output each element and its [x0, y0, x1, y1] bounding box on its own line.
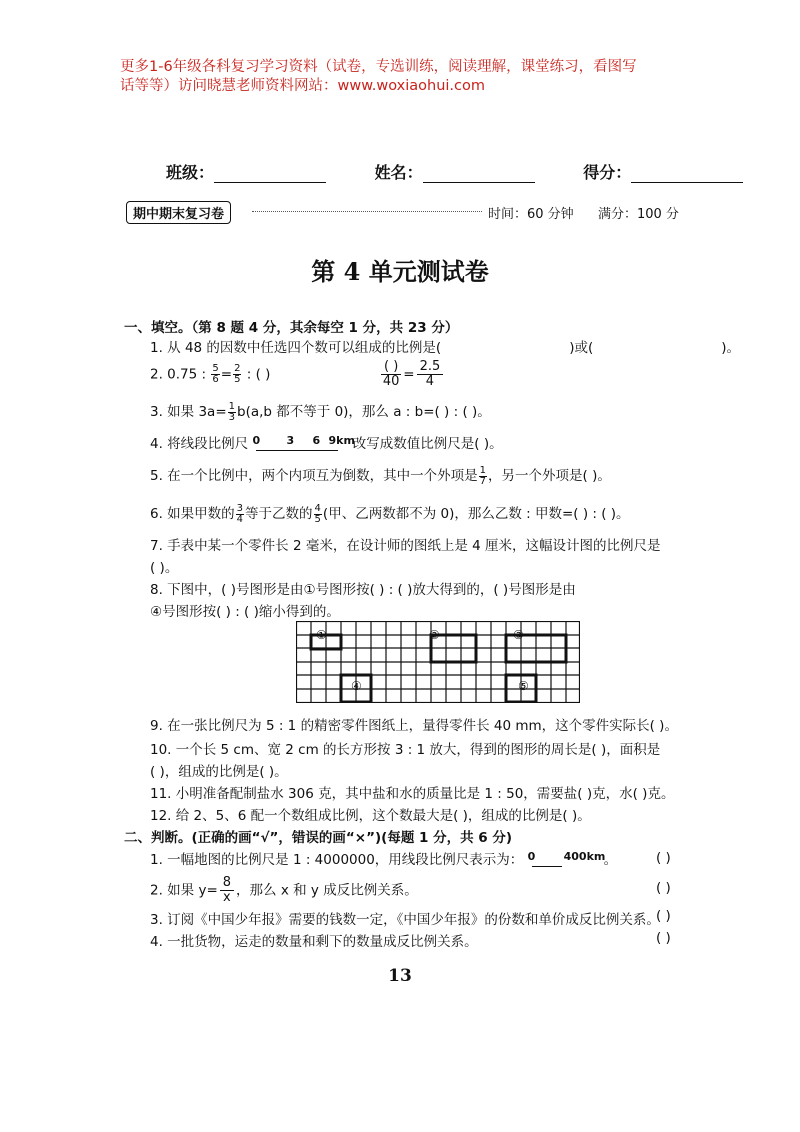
question-1-12: 12. 给 2、5、6 配一个数组成比例，这个数最大是( )，组成的比例是( )。 — [150, 808, 591, 824]
header-row — [166, 160, 743, 183]
dotted-divider — [252, 211, 482, 212]
section1-heading: 一、填空。（第 8 题 4 分，其余每空 1 分，共 23 分） — [124, 320, 459, 336]
fraction: $\frac{4}{5}$ — [314, 502, 321, 525]
fraction: $\frac{1}{7}$ — [479, 464, 487, 487]
class-field[interactable] — [214, 182, 326, 183]
figure-label-5: ⑤ — [518, 679, 529, 693]
fraction: $\frac{3}{4}$ — [236, 502, 244, 525]
question-1-1: 1. 从 48 的因数中任选四个数可以组成的比例是( )或( )。 — [150, 340, 741, 356]
question-2-1: 1. 一幅地图的比例尺是 1 : 4000000，用线段比例尺表示为： 0 400km 。 — [150, 850, 618, 868]
figure-label-2: ② — [429, 628, 440, 642]
question-1-2: 2. 0.75 : $\frac{5}{6}$ = $\frac{2}{5}$ : ( ) ( ) 40 = $\frac{2.5}{4}$ — [150, 360, 445, 389]
question-1-10-cont: ( )，组成的比例是( )。 — [150, 764, 288, 780]
answer-paren-4[interactable]: ( ) — [656, 930, 671, 946]
figure-label-1: ① — [316, 628, 327, 642]
full-score: 满分：100 分 — [597, 207, 679, 222]
question-1-9: 9. 在一张比例尺为 5 : 1 的精密零件图纸上，量得零件长 40 mm，这个零件实际长( )。 — [150, 718, 678, 734]
promo-line-1: 更多1-6年级各科复习学习资料（试卷，专选训练，阅读理解，课堂练习，看图写 — [120, 59, 637, 75]
fraction: $\frac{2}{5}$ — [234, 363, 241, 385]
score-field[interactable] — [631, 182, 743, 183]
exam-type-tag: 期中期末复习卷 — [126, 201, 231, 224]
fraction: $\frac{5}{6}$ — [212, 363, 219, 385]
fraction: $\frac{1}{3}$ — [228, 400, 236, 423]
name-label: 姓名： — [374, 163, 423, 182]
page-number: 13 — [388, 966, 412, 986]
answer-paren-1[interactable]: ( ) — [656, 850, 671, 866]
question-1-11: 11. 小明准备配制盐水 306 克，其中盐和水的质量比是 1 : 50，需要盐( )克，水( )克。 — [150, 786, 675, 802]
name-field[interactable] — [423, 182, 535, 183]
question-1-7: 7. 手表中某一个零件长 2 毫米，在设计师的图纸上是 4 厘米，这幅设计图的比例尺是 — [150, 538, 661, 554]
grid-figure — [296, 621, 580, 703]
page-title: 第 4 单元测试卷 — [311, 257, 489, 286]
question-1-6: 6. 如果甲数的 $\frac{3}{4}$ 等于乙数的 $\frac{4}{5}$ (甲、乙两数都不为 0)，那么乙数 : 甲数=( ) : ( )。 — [150, 502, 630, 525]
fraction: ( ) 40 — [382, 359, 400, 389]
question-2-4: 4. 一批货物，运走的数量和剩下的数量成反比例关系。 — [150, 934, 478, 950]
question-1-8-cont: ④号图形按( ) : ( )缩小得到的。 — [150, 604, 340, 620]
exam-info — [488, 203, 679, 222]
answer-paren-3[interactable]: ( ) — [656, 908, 671, 924]
question-1-4: 4. 将线段比例尺 0 3 6 9km 改写成数值比例尺是( )。 — [150, 434, 503, 452]
figure-label-3: ③ — [513, 628, 524, 642]
promo-text — [120, 58, 700, 96]
answer-paren-2[interactable]: ( ) — [656, 880, 671, 896]
question-1-8: 8. 下图中，( )号图形是由①号图形按( ) : ( )放大得到的，( )号图形是由 — [150, 582, 576, 598]
time-limit: 时间：60 分钟 — [488, 207, 574, 222]
section2-heading: 二、判断。(正确的画“√”，错误的画“×”)(每题 1 分，共 6 分) — [124, 830, 513, 846]
question-1-3: 3. 如果 3a= $\frac{1}{3}$ b(a,b 都不等于 0)，那么 a : b=( ) : ( )。 — [150, 400, 491, 423]
line-scale-400km: 0 400km — [528, 850, 604, 870]
figure-label-4: ④ — [351, 679, 362, 693]
question-1-7-cont: ( )。 — [150, 560, 179, 576]
fraction: $\frac{8}{x}$ — [220, 876, 234, 905]
question-2-3: 3. 订阅《中国少年报》需要的钱数一定，《中国少年报》的份数和单价成反比例关系。 — [150, 912, 660, 928]
promo-line-2: 话等等）访问晓慧老师资料网站：www.woxiaohui.com — [120, 78, 485, 94]
line-scale-9km: 0 3 6 9km — [252, 434, 348, 454]
score-label: 得分： — [583, 163, 632, 182]
question-2-2: 2. 如果 y= $\frac{8}{x}$ ，那么 x 和 y 成反比例关系。 — [150, 875, 418, 905]
fraction: $\frac{2.5}{4}$ — [417, 360, 444, 389]
question-1-10: 10. 一个长 5 cm、宽 2 cm 的长方形按 3 : 1 放大，得到的图形的周长是( )，面积是 — [150, 742, 661, 758]
question-1-5: 5. 在一个比例中，两个内项互为倒数，其中一个外项是 $\frac{1}{7}$ ，另一个外项是( )。 — [150, 464, 611, 487]
class-label: 班级： — [166, 163, 215, 182]
